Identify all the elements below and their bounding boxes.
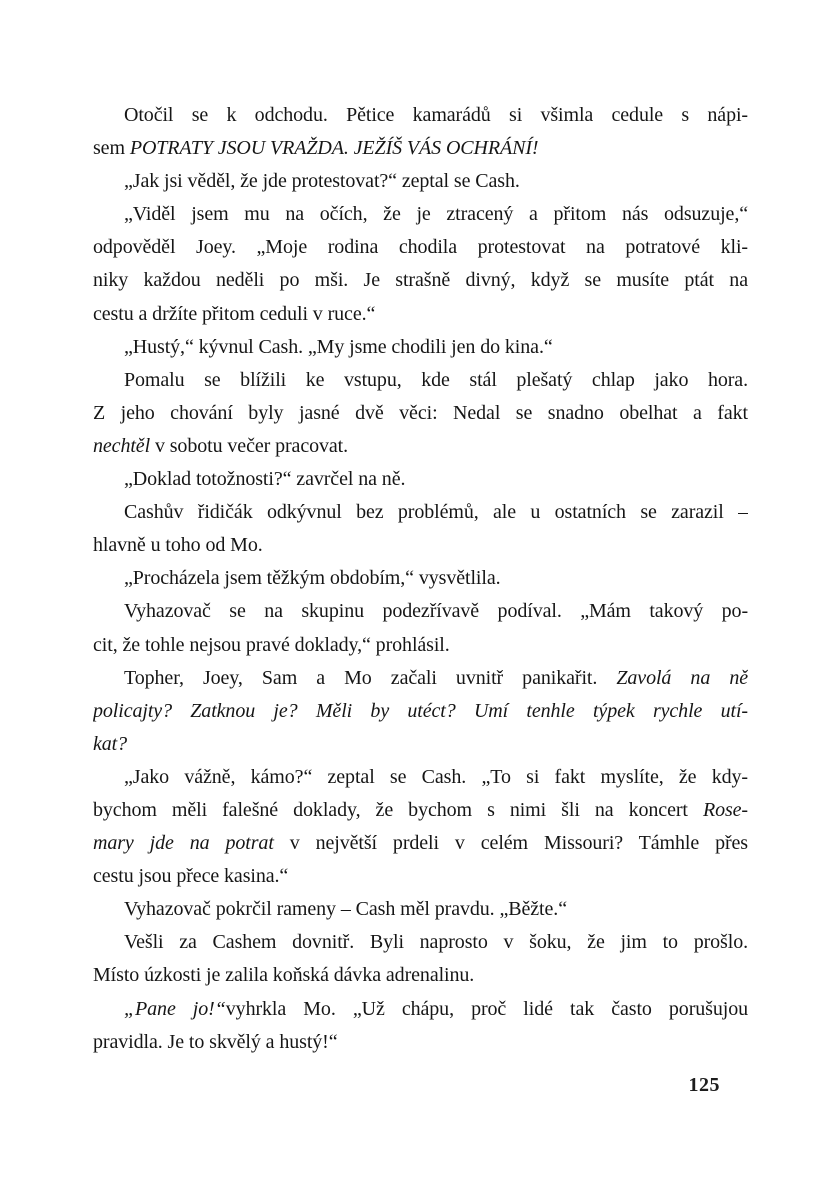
text-line [93,629,748,662]
text-line [93,662,748,695]
text-line [93,264,748,297]
italic-text-run: mary jde na potrat [93,832,274,855]
text-run: Místo úzkosti je zalila koňská dávka adrenalinu. [93,964,475,987]
text-run: „Viděl jsem mu na očích, že je ztracený a přitom nás odsuzuje,“ [124,203,748,226]
text-line [93,231,748,264]
text-run: hlavně u toho od Mo. [93,534,263,557]
paragraph [93,198,748,330]
text-line [93,496,748,529]
text-line [93,794,748,827]
text-line [93,298,748,331]
italic-text-run: „Pane jo!“ [124,997,226,1020]
paragraph [93,562,748,595]
text-line [93,364,748,397]
paragraph [93,595,748,661]
text-line [93,1026,748,1059]
text-run: „Jak jsi věděl, že jde protestovat?“ zeptal se Cash. [124,170,520,193]
text-run: Otočil se k odchodu. Pětice kamarádů si všimla cedule s nápi- [124,104,748,126]
text-line [93,827,748,860]
paragraph [93,331,748,364]
text-run: Pomalu se blížili ke vstupu, kde stál plešatý chlap jako hora. [124,368,748,391]
text-line [93,728,748,761]
text-run: sem [93,137,130,160]
text-run: bychom měli falešné doklady, že bychom s nimi šli na koncert [93,798,703,821]
paragraph [93,926,748,992]
text-run: „Procházela jsem těžkým obdobím,“ vysvětlila. [124,567,501,590]
text-run: v největší prdeli v celém Missouri? Támhle přes [273,832,748,855]
text-line [93,430,748,463]
text-run: Cashův řidičák odkývnul bez problémů, ale u ostatních se zarazil – [124,501,748,524]
text-run: Vyhazovač se na skupinu podezřívavě podíval. „Mám takový po- [124,600,748,623]
paragraph [93,761,748,893]
paragraph [93,364,748,463]
text-line [93,165,748,198]
page-number: 125 [688,1074,720,1096]
text-run: Topher, Joey, Sam a Mo začali uvnitř panikařit. [124,666,617,689]
italic-text-run: nechtěl [93,434,151,457]
paragraph [93,463,748,496]
text-run: Vyhazovač pokrčil rameny – Cash měl pravdu. „Běžte.“ [124,898,567,921]
text-run: Z jeho chování byly jasné dvě věci: Nedal se snadno obelhat a fakt [93,401,748,424]
paragraph [93,662,748,761]
text-line [93,595,748,628]
paragraph [93,99,748,165]
text-line [93,397,748,430]
text-line [93,562,748,595]
text-line [93,132,748,165]
text-line [93,993,748,1026]
text-run: pravidla. Je to skvělý a hustý!“ [93,1030,338,1053]
text-run: niky každou neděli po mši. Je strašně divný, když se musíte ptát na [93,269,748,292]
text-line [93,893,748,926]
text-line [93,761,748,794]
italic-text-run: Zavolá na ně [616,666,748,689]
text-run: Vešli za Cashem dovnitř. Byli naprosto v šoku, že jim to prošlo. [124,931,748,954]
text-line [93,695,748,728]
text-run: cestu a držíte přitom ceduli v ruce.“ [93,302,376,325]
paragraph [93,165,748,198]
italic-text-run: kat? [93,732,128,755]
text-run: „Hustý,“ kývnul Cash. „My jsme chodili jen do kina.“ [124,335,553,358]
text-line [93,860,748,893]
page-text [93,99,748,1059]
text-line [93,331,748,364]
text-run: cit, že tohle nejsou pravé doklady,“ prohlásil. [93,633,450,656]
text-run: v sobotu večer pracovat. [150,434,349,457]
text-line [93,463,748,496]
text-run: vyhrkla Mo. „Už chápu, proč lidé tak často porušujou [225,997,748,1020]
paragraph [93,993,748,1059]
text-line [93,926,748,959]
text-run: odpověděl Joey. „Moje rodina chodila protestovat na potratové kli- [93,236,748,259]
text-line [93,959,748,992]
text-line [93,198,748,231]
text-line [93,529,748,562]
text-run: „Doklad totožnosti?“ zavrčel na ně. [124,468,406,491]
italic-text-run: policajty? Zatknou je? Měli by utéct? Umí tenhle týpek rychle utí- [93,699,748,722]
italic-text-run: Rose- [702,798,748,821]
text-run: „Jako vážně, kámo?“ zeptal se Cash. „To si fakt myslíte, že kdy- [124,765,748,788]
italic-text-run: POTRATY JSOU VRAŽDA. JEŽÍŠ VÁS OCHRÁNÍ! [129,137,539,160]
paragraph [93,893,748,926]
text-run: cestu jsou přece kasina.“ [93,865,289,888]
text-line [93,99,748,132]
paragraph [93,496,748,562]
